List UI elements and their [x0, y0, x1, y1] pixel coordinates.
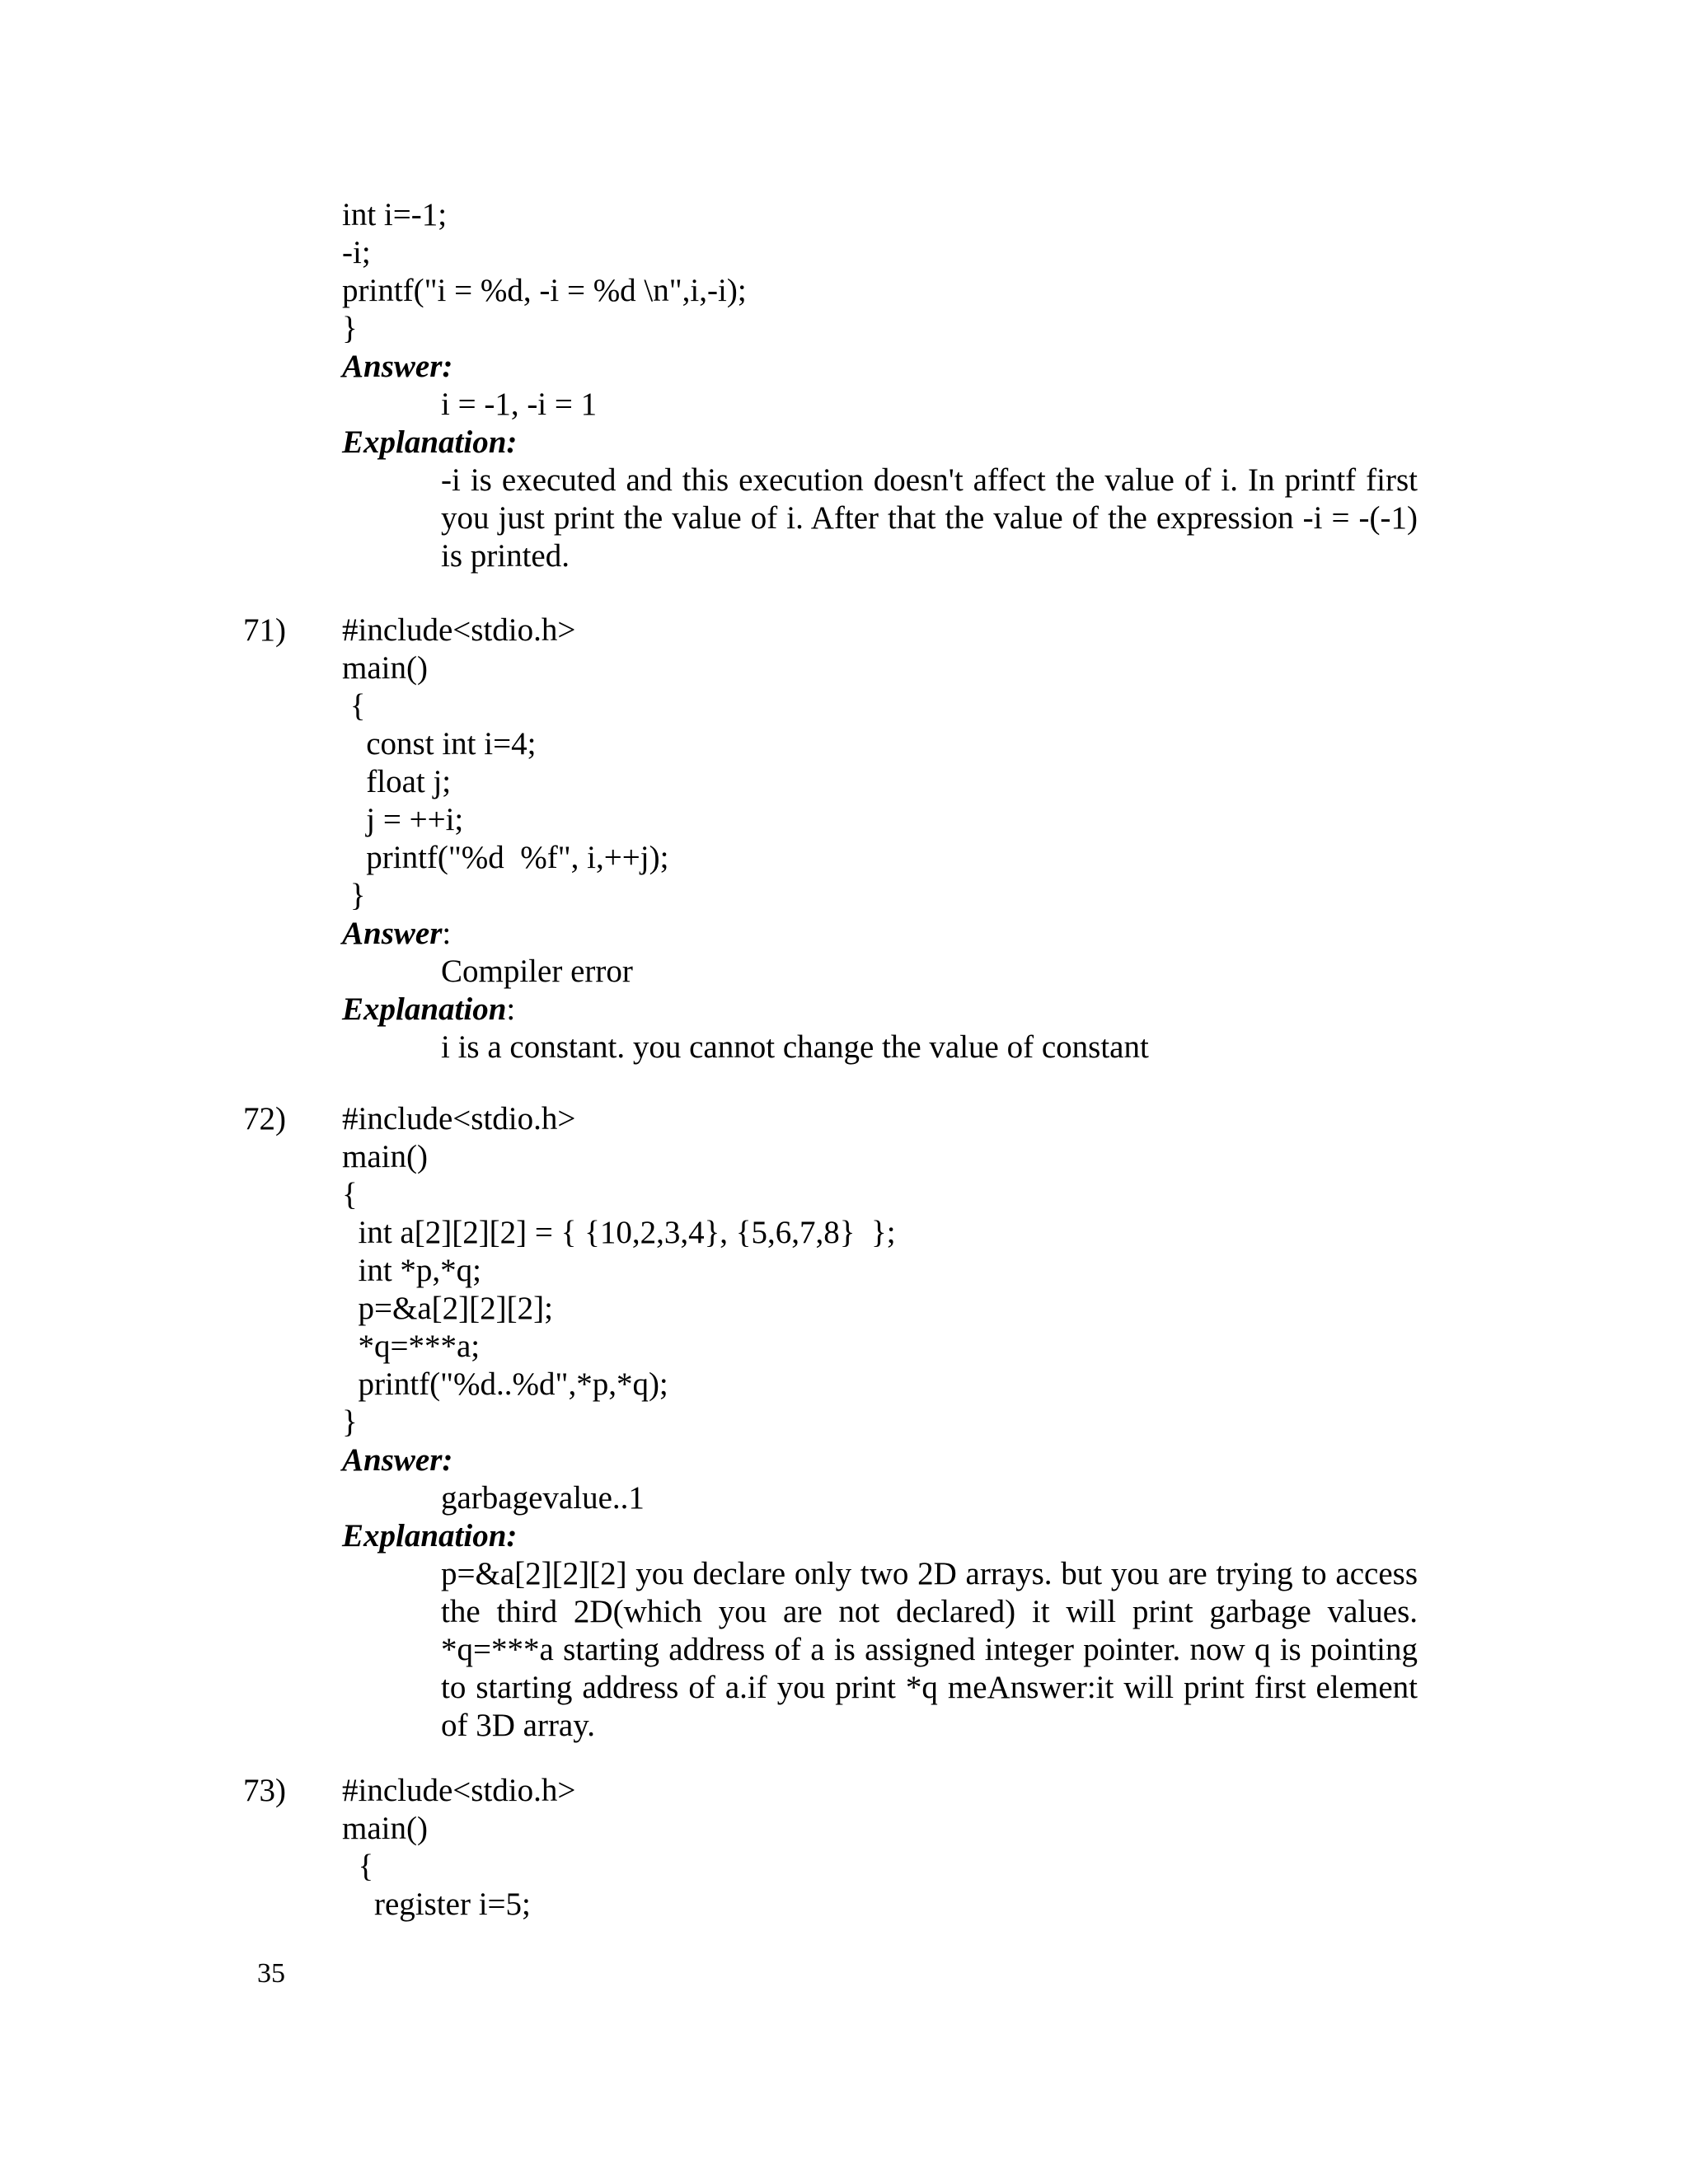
code-line: *q=***a; — [342, 1329, 481, 1364]
code-line: #include<stdio.h> — [342, 1101, 576, 1137]
code-line: int i=-1; — [342, 197, 448, 232]
answer-label: Answer: — [342, 1442, 453, 1478]
answer-text: Compiler error — [441, 954, 633, 989]
explanation-label: Explanation: — [342, 1518, 518, 1554]
code-line: } — [342, 878, 366, 913]
question-number: 71) — [243, 612, 286, 648]
code-line: } — [342, 311, 358, 346]
answer-label: Answer: — [342, 349, 453, 384]
question-number: 72) — [243, 1101, 286, 1137]
question-number: 73) — [243, 1773, 286, 1808]
code-line: printf("i = %d, -i = %d \n",i,-i); — [342, 273, 747, 308]
code-line: { — [342, 688, 366, 724]
answer-text: i = -1, -i = 1 — [441, 387, 598, 422]
code-line: #include<stdio.h> — [342, 1773, 576, 1808]
explanation-label: Explanation: — [342, 424, 518, 460]
code-line: } — [342, 1404, 358, 1440]
code-line: main() — [342, 1811, 428, 1846]
answer-label: Answer: — [342, 916, 452, 951]
code-line: register i=5; — [342, 1886, 531, 1922]
explanation-text: p=&a[2][2][2] you declare only two 2D arrays. but you are trying to access the third 2D(which you are not declared) it will print garbage values. *q=***a starting address of a is assigned integer pointer. now q is pointing to starting address of a.if you print *q meAnswer:it will print first element of 3D array. — [441, 1556, 1418, 1743]
code-line: -i; — [342, 235, 371, 270]
code-line: p=&a[2][2][2]; — [342, 1291, 553, 1326]
code-line: float j; — [342, 764, 452, 799]
code-line: main() — [342, 650, 428, 686]
code-line: { — [342, 1849, 374, 1884]
code-line: printf("%d %f", i,++j); — [342, 840, 669, 875]
code-line: printf("%d..%d",*p,*q); — [342, 1366, 668, 1402]
code-line: int *p,*q; — [342, 1253, 482, 1288]
page-number: 35 — [257, 1958, 285, 1989]
code-line: int a[2][2][2] = { {10,2,3,4}, {5,6,7,8} }; — [342, 1215, 896, 1250]
code-line: { — [342, 1177, 358, 1212]
code-line: #include<stdio.h> — [342, 612, 576, 648]
code-line: const int i=4; — [342, 726, 537, 762]
explanation-text: i is a constant. you cannot change the value of constant — [441, 1029, 1149, 1065]
explanation-label: Explanation: — [342, 991, 516, 1027]
answer-text: garbagevalue..1 — [441, 1480, 645, 1516]
code-line: main() — [342, 1139, 428, 1174]
explanation-text: -i is executed and this execution doesn't affect the value of i. In printf first you just print the value of i. After that the value of the expression -i = -(-1) is printed. — [441, 462, 1418, 574]
code-line: j = ++i; — [342, 802, 464, 837]
